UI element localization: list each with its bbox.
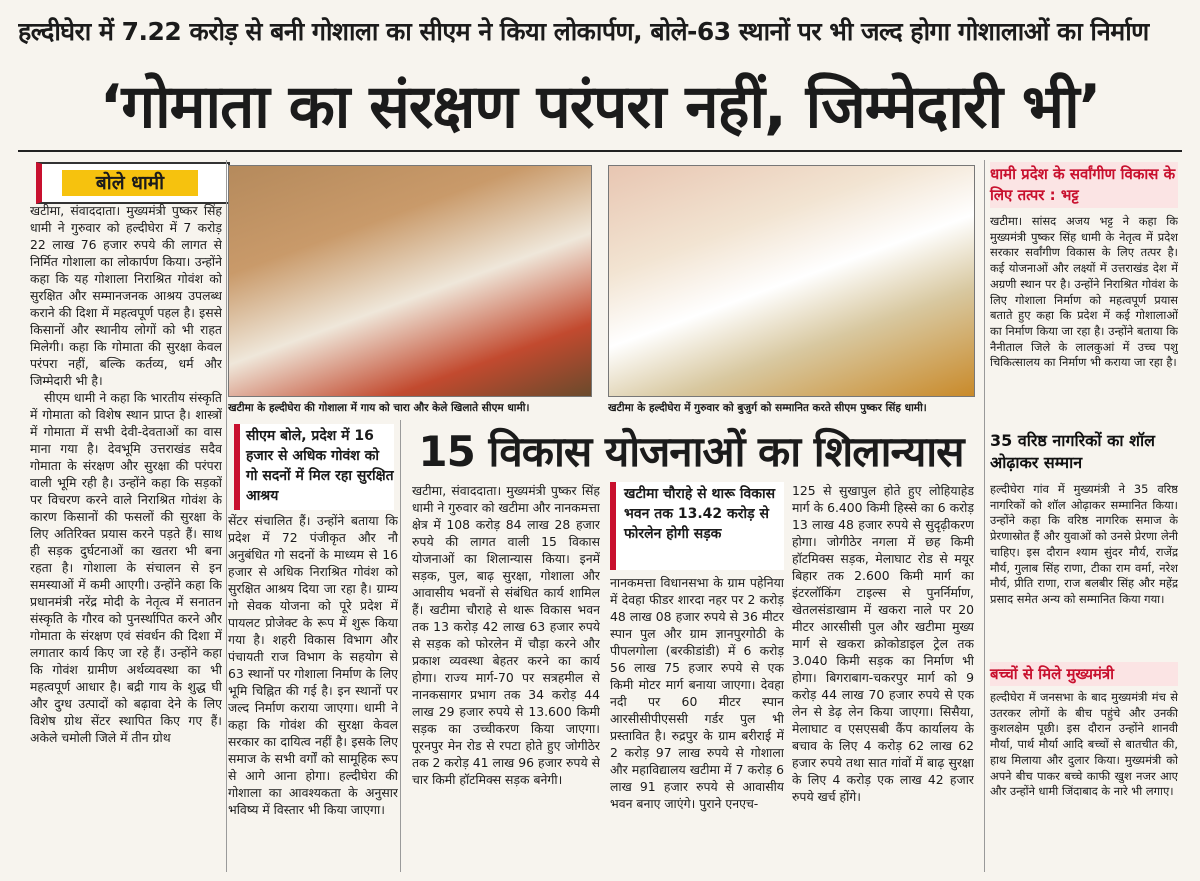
left-column [30,202,222,878]
subhead-2-text: खटीमा चौराहे से थारू विकास भवन तक 13.42 करोड़ से फोरलेन होगी सड़क [624,486,776,542]
sidebar-heading-1: धामी प्रदेश के सर्वांगीण विकास के लिए तत्पर : भट्ट [990,162,1178,208]
story2-column-1: खटीमा, संवाददाता। मुख्यमंत्री पुष्कर सिंह धामी ने गुरुवार को खटीमा और नानकमत्ता क्षेत्र में 108 करोड़ 84 लाख 28 हजार रुपये की लागत वाली 15 विकास योजनाओं का शिलान्यास किया। इनमें सड़क, पुल, बाढ़ सुरक्षा, गोशाला और आवासीय भवनों से संबंधित कार्य शामिल हैं। खटीमा चौराहे से थारू विकास भवन तक 13 करोड़ 42 लाख 63 हजार रुपये से सड़क को फोरलेन में चौड़ा करने और प्रकाश व्यवस्था बेहतर करने का कार्य होगा। राज्य मार्ग-70 पर सत्रहमील से नानकसागर प्रभाग तक 34 करोड़ 44 लाख 29 हजार रुपये से 13.600 किमी सड़क का उच्चीकरण किया जाएगा। पूरनपुर मेन रोड से रपटा होते हुए जोगीठेर तक 2 करोड़ 41 लाख 96 हजार रुपये से चार किमी हॉटमिक्स सड़क बनेगी। [412,483,600,787]
section-heading: 15 विकास योजनाओं का शिलान्यास [418,427,964,476]
headline: ‘गोमाता का संरक्षण परंपरा नहीं, जिम्मेदारी भी’ [99,72,1101,142]
photo1-caption: खटीमा के हल्दीघेरा की गोशाला में गाय को चारा और केले खिलाते सीएम धामी। [228,402,530,414]
sidebar-heading-2: 35 वरिष्ठ नागरिकों का शॉल ओढ़ाकर सम्मान [990,431,1156,472]
subhead-1-accent [234,424,240,510]
sidebar-text-2: हल्दीघेरा गांव में मुख्यमंत्री ने 35 वरिष्ठ नागरिकों को शॉल ओढ़ाकर सम्मानित किया। उन्होंने कहा कि वरिष्ठ नागरिक समाज के प्रेरणास्रोत हैं और युवाओं को उनसे प्रेरणा लेनी चाहिए। इस दौरान श्याम सुंदर मौर्य, राजेंद्र मौर्य, गुलाब सिंह राणा, टीका राम वर्मा, नरेश मौर्य, प्रीति राणा, राज बलबीर सिंह और महेंद्र प्रसाद समेत अन्य को सम्मानित किया गया। [990,482,1178,606]
section-tag-label: बोले धामी [62,170,198,196]
photo-cow-feeding [228,165,592,397]
subhead-box-1 [234,424,394,510]
vertical-rule-2 [400,420,401,872]
photo-elder-honor [608,165,975,397]
mid-column: सेंटर संचालित हैं। उन्होंने बताया कि प्रदेश में 72 पंजीकृत और नौ अनुबंधित गो सदनों के माध्यम से 16 हजार से अधिक निराश्रित गोवंश को सुरक्षित आश्रय दिया जा रहा है। ग्राम्य गो सेवक योजना को पूरे प्रदेश में पायलट प्रोजेक्ट के रूप में शुरू किया गया है। शहरी विकास विभाग और पंचायती राज विभाग के सहयोग से 63 स्थानों पर गोशाला निर्माण के लिए भूमि चिह्नित की गई है। इन स्थानों पर जल्द निर्माण कराया जाएगा। धामी ने कहा कि गोवंश की सुरक्षा केवल सरकार का दायित्व नहीं है। इसके लिए समाज के सभी वर्गों को सामूहिक रूप से आगे आना होगा। हल्दीघेरा की गोशाला का आवश्यकता के अनुसार भविष्य में विस्तार भी किया जाएगा। [228,513,398,817]
story2-column-2: नानकमत्ता विधानसभा के ग्राम पहेनिया में देवहा फीडर शारदा नहर पर 2 करोड़ 48 लाख 08 हजार रुपये से 36 मीटर स्पान पुल और ग्राम ज्ञानपुरगोठी के पीपलगोला (बरकीडांडी) में 6 करोड़ 56 लाख 75 हजार रुपये से एक किमी मोटर मार्ग बनाया जाएगा। देवहा नदी पर 60 मीटर स्पान आरसीसीपीएससी गर्डर पुल भी प्रस्तावित है। रुद्रपुर के ग्राम बरीराई में 2 करोड़ 97 लाख रुपये से गोशाला और महाविद्यालय खटीमा में 7 करोड़ 6 लाख 91 हजार रुपये से आवासीय भवन बनाए जाएंगे। पुराने एनएच- [610,575,784,811]
story2-column-3: 125 से सुखापुल होते हुए लोहियाहेड मार्ग के 6.400 किमी हिस्से का 6 करोड़ 13 लाख 48 हजार रुपये से सुदृढ़ीकरण होगा। जोगीठेर नगला में छह किमी हॉटमिक्स सड़क, मेलाघाट रोड से मयूर बिहार तक 2.600 किमी मार्ग का इंटरलॉकिंग टाइल्स से पुनर्निर्माण, खेतलसंडाखाम में खकरा नाले पर 20 मीटर आरसीसी पुल और खटीमा मुख्य मार्ग से खकरा क्रोकोडाइल ट्रेल तक 3.040 किमी सड़क का निर्माण भी होगा। बिगराबाग-चकरपुर मार्ग को 9 करोड़ 44 लाख 70 हजार रुपये से एक लेन से डेढ़ लेन किया जाएगा। सिसैया, मेलाघाट व एसएसबी कैंप कार्यालय के बचाव के लिए 4 करोड़ 62 लाख 62 हजार रुपये तथा सात गांवों में बाढ़ सुरक्षा के लिए 4 करोड़ एक लाख 42 हजार रुपये खर्च होंगे। [792,483,974,804]
vertical-rule [226,160,227,872]
sidebar-text-1: खटीमा। सांसद अजय भट्ट ने कहा कि मुख्यमंत्री पुष्कर सिंह धामी के नेतृत्व में प्रदेश सरकार सर्वांगीण विकास के लिए तत्पर है। कई योजनाओं और लक्ष्यों में उत्तराखंड देश में अग्रणी स्थान पर है। उन्होंने निराश्रित गोवंश के लिए गोशाला निर्माण को महत्वपूर्ण प्रयास बताते हुए कहा कि प्रदेश में कई गोशालाओं का निर्माण किया जा रहा है। उन्होंने बताया कि नैनीताल जिले के लालकुआं में उच्च पशु चिकित्सालय का निर्माण भी कराया जा रहा है। [990,214,1178,370]
subhead-box-2 [610,482,784,570]
left-paragraph-1: खटीमा, संवाददाता। मुख्यमंत्री पुष्कर सिंह धामी ने गुरुवार को हल्दीघेरा में 7 करोड़ 22 लाख 76 हजार रुपये की लागत से निर्मित गोशाला का लोकार्पण किया। उन्होंने कहा कि यह गोशाला निराश्रित गोवंश को सुरक्षित और सम्मानजनक आश्रय उपलब्ध कराने की दिशा में महत्वपूर्ण पहल है। इससे किसानों और स्थानीय लोगों को भी राहत मिलेगी। कहा कि गोमाता की सुरक्षा केवल परंपरा नहीं, बल्कि कर्तव्य, धर्म और जिम्मेदारी भी है। [30,203,222,388]
subhead-2-accent [610,482,616,570]
photo2-caption: खटीमा के हल्दीघेरा में गुरुवार को बुजुर्ग को सम्मानित करते सीएम पुष्कर सिंह धामी। [608,402,927,414]
headline-rule [18,150,1182,152]
sidebar-text-3: हल्दीघेरा में जनसभा के बाद मुख्यमंत्री मंच से उतरकर लोगों के बीच पहुंचे और उनकी कुशलक्षेम पूछी। इस दौरान उन्होंने शानवी मौर्या, पार्थ मौर्या आदि बच्चों से बातचीत की, हाथ मिलाया और दुलार किया। मुख्यमंत्री को अपने बीच पाकर बच्चे काफी खुश नजर आए और उन्होंने धामी जिंदाबाद के नारे भी लगाए। [990,690,1178,799]
section-tag [36,162,230,204]
subhead-1-text: सीएम बोले, प्रदेश में 16 हजार से अधिक गोवंश को गो सदनों में मिल रहा सुरक्षित आश्रय [246,428,394,504]
left-paragraph-2: सीएम धामी ने कहा कि भारतीय संस्कृति में गोमाता को विशेष स्थान प्राप्त है। शास्त्रों में गोमाता में सभी देवी-देवताओं का वास माना गया है। देवभूमि उत्तराखंड सदैव गोमाता के संरक्षण और सुरक्षा की परंपरा वाली भूमि रही है। उन्होंने कहा कि सड़कों पर विचरण करने वाले निराश्रित गोवंश के कारण किसानों की फसलों की सुरक्षा के लिए अतिरिक्त प्रयास करने पड़ते हैं। साथ ही सड़क दुर्घटनाओं का खतरा भी बना रहता है। गोशाला के संचालन से इन समस्याओं में कमी आएगी। उन्होंने कहा कि प्रधानमंत्री नरेंद्र मोदी के नेतृत्व में सनातन संस्कृति के गौरव को पुनर्स्थापित करने और गोमाता के संरक्षण एवं संवर्धन की दिशा में लगातार कार्य किए जा रहे हैं। उन्होंने कहा कि गोवंश ग्रामीण अर्थव्यवस्था का भी महत्वपूर्ण आधार है। बद्री गाय के शुद्ध घी और दुग्ध उत्पादों को बढ़ावा देने के लिए विशेष ग्रोथ सेंटर स्थापित किए गए हैं। अकेले चमोली जिले में तीन ग्रोथ [30,390,222,745]
sidebar-heading-3: बच्चों से मिले मुख्यमंत्री [990,662,1178,686]
kicker: हल्दीघेरा में 7.22 करोड़ से बनी गोशाला का सीएम ने किया लोकार्पण, बोले-63 स्थानों पर भी जल्द होगा गोशालाओं का निर्माण [18,17,1149,46]
